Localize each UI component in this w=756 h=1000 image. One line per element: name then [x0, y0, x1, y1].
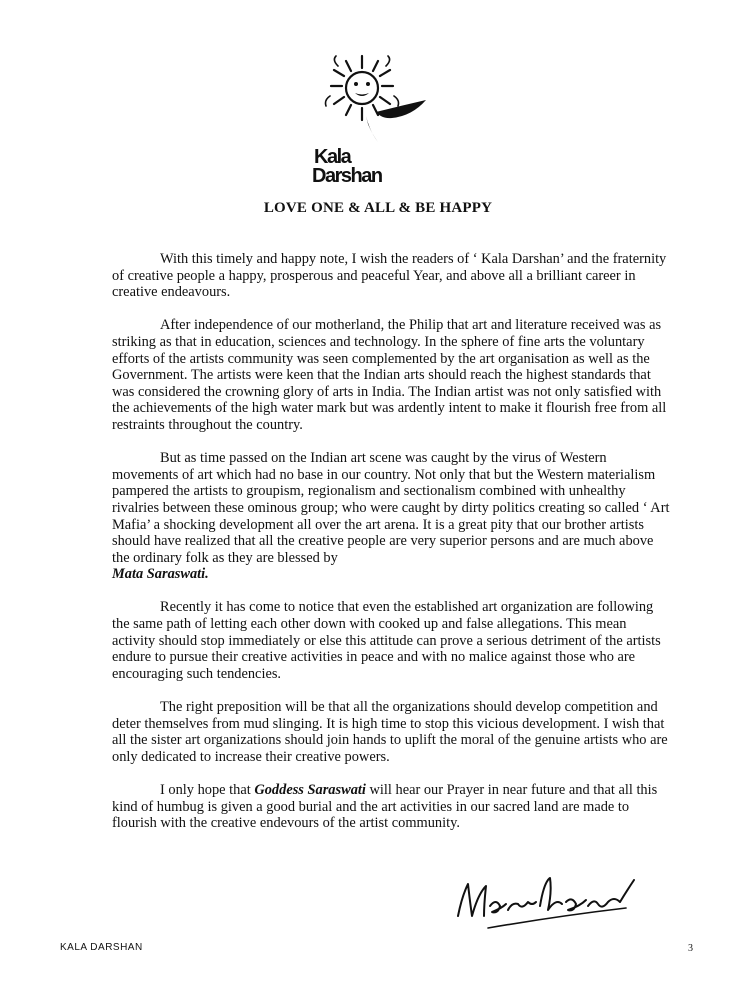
paragraph-5: The right preposition will be that all the organizations should develop competition and deter themselves from mud slinging. It is high time to stop this vicious development. I wish that all the sister art organizations should join hands to uplift the moral of the genuine artists who are only dedicated to increase their creative powers. [112, 699, 668, 765]
page-headline: LOVE ONE & ALL & BE HAPPY [263, 200, 493, 216]
paragraph-3 [112, 450, 670, 583]
footer-page-number: 3 [688, 943, 693, 954]
paragraph-4: Recently it has come to notice that even the established art organization are following the same path of letting each other down with cooked up and false allegations. This mean activity should stop immediately or else this attitude can prove a serious detriment of the artists endure to pursue their creative activities in peace and with no malice against those who are encouraging such tendencies. [112, 599, 661, 682]
paragraph-6 [112, 782, 670, 832]
mata-saraswati-emphasis: Mata Saraswati. [112, 566, 209, 583]
paragraph-6-end: will hear our Prayer in near future and that all this kind of humbug is given a good burial and the art activities in our sacred land are made to flourish with the creative endevours of the artist community. [112, 782, 658, 832]
editorial-body [112, 251, 670, 848]
logo-line-1: Kala [314, 146, 351, 168]
kala-darshan-logo [312, 148, 382, 186]
paragraph-2: After independence of our motherland, the Philip that art and literature received was as striking as that in education, sciences and technology. In the sphere of fine arts the voluntary efforts of the artists community was seen complemented by the art organisation as well as the Government. The artists were keen that the Indian arts should reach the highest standards that was considered the crowning glory of arts in India. The Indian artist was not only satisfied with the achievements of the high water mark but was ardently intent to make it flourish free from all restraints throughout the country. [112, 317, 667, 433]
footer-publication-name: KALA DARSHAN [60, 942, 143, 953]
handwritten-signature-icon [448, 872, 648, 934]
goddess-saraswati-emphasis: Goddess Saraswati [254, 782, 366, 798]
paragraph-3-text: But as time passed on the Indian art scene was caught by the virus of Western movements of art which had no base in our country. Not only that but the Western materialism pampered the artists to groupism, regionalism and sectionalism combined with unhealthy rivalries between these ominous group; who were caught by dirty politics creating so called ‘ Art Mafia’ a shocking development all over the art arena. It is a great pity that our brother artists should have realized that all the creative people are very superior persons and are much above the ordinary folk as they are blessed by [112, 450, 670, 566]
logo-line-2: Darshan [312, 165, 382, 187]
paragraph-6-start: I only hope that [160, 782, 251, 798]
paragraph-1: With this timely and happy note, I wish the readers of ‘ Kala Darshan’ and the fraternity of creative people a happy, prosperous and peaceful Year, and above all a brilliant career in creative endeavours. [112, 251, 667, 301]
sun-face-emblem-icon [308, 50, 448, 146]
